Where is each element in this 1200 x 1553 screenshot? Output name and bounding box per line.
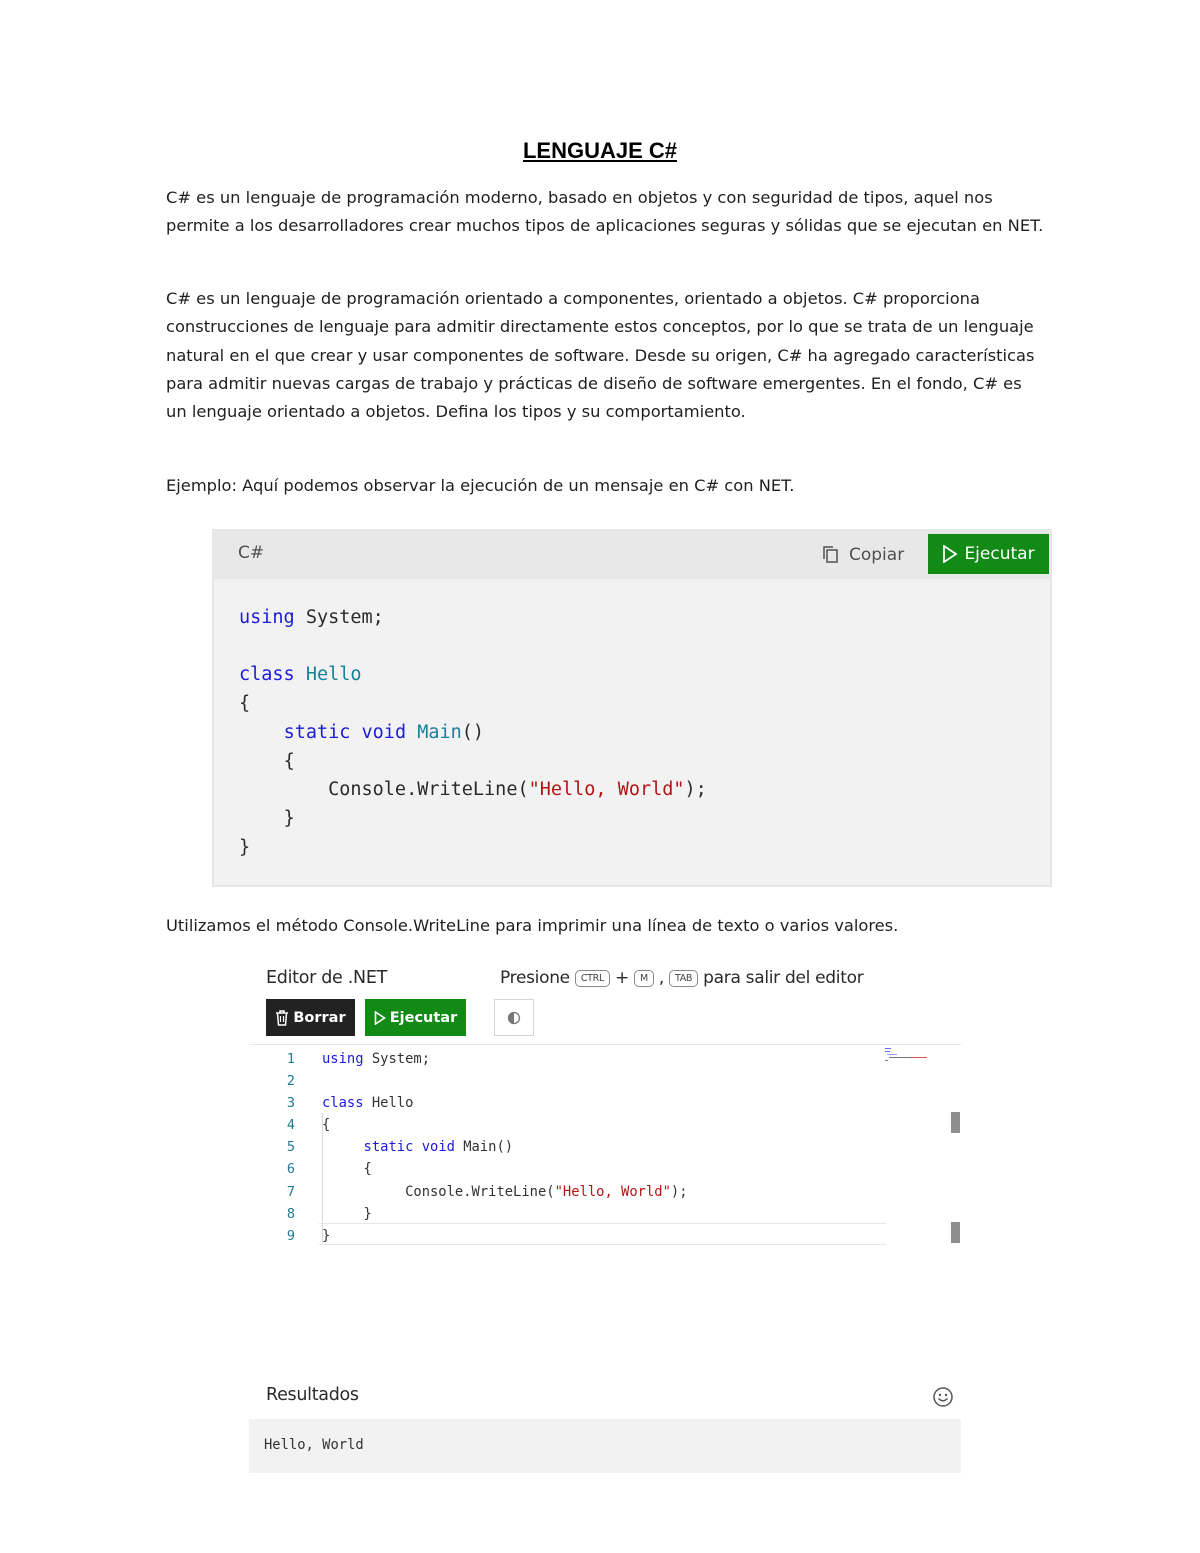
code-token: { (283, 750, 295, 772)
code-token: } (283, 807, 295, 829)
code-token: void (421, 1139, 455, 1156)
code-token: class (322, 1095, 364, 1112)
theme-toggle-button[interactable] (494, 999, 534, 1036)
method-paragraph: Utilizamos el método Console.WriteLine para imprimir una línea de texto o varios valores. (166, 916, 899, 935)
code-token: { (239, 693, 251, 715)
trash-icon (275, 1010, 289, 1026)
code-token: Console.WriteLine( (328, 779, 529, 801)
code-token: Console.WriteLine( (405, 1183, 555, 1200)
editor-run-button[interactable] (365, 999, 466, 1036)
code-token: { (322, 1117, 331, 1134)
code-token: Main (417, 721, 462, 743)
results-output: Hello, World (264, 1437, 364, 1453)
scrollbar-marker (951, 1222, 960, 1243)
code-token: () (461, 721, 485, 743)
ctrl-key: CTRL (575, 970, 610, 987)
play-icon (942, 545, 958, 563)
line-numbers: 1 2 3 4 5 6 7 8 9 (286, 1051, 295, 1244)
code-token: } (239, 836, 251, 858)
code-token: static (283, 721, 351, 743)
code-token: Main() (454, 1139, 514, 1156)
keyboard-hint (500, 968, 863, 988)
code-token: System; (294, 607, 384, 628)
example-paragraph: Ejemplo: Aquí podemos observar la ejecución de un mensaje en C# con NET. (166, 476, 795, 495)
editor-run-label: Ejecutar (389, 1009, 458, 1026)
code-token: static (363, 1139, 414, 1156)
code-token: Hello (305, 664, 362, 686)
copy-label: Copiar (849, 545, 905, 565)
key-comma: , (658, 968, 664, 988)
run-button[interactable] (928, 534, 1049, 574)
theme-icon (507, 1011, 521, 1025)
run-label: Ejecutar (964, 544, 1035, 564)
code-block (212, 529, 1052, 887)
exit-hint: para salir del editor (703, 968, 864, 988)
code-token: ); (684, 779, 707, 801)
m-key: M (634, 970, 654, 987)
clear-button[interactable] (266, 999, 355, 1036)
feedback-smiley-icon[interactable] (932, 1386, 954, 1408)
code-block-header (214, 531, 1050, 579)
code-token: } (322, 1227, 331, 1244)
scrollbar-thumb[interactable] (951, 1112, 960, 1133)
page-title: LENGUAJE C# (522, 138, 678, 163)
code-editor[interactable] (249, 1044, 961, 1259)
code-token: "Hello, World" (528, 779, 685, 801)
code-token: } (363, 1205, 372, 1222)
code-content (239, 604, 707, 862)
editor-minimap[interactable] (885, 1047, 931, 1063)
tab-key: TAB (669, 970, 698, 987)
editor-code (322, 1048, 688, 1247)
key-separator: + (614, 968, 629, 988)
code-token: void (361, 721, 407, 743)
code-token: "Hello, World" (554, 1183, 671, 1200)
code-token: using (322, 1051, 364, 1067)
code-token: Hello (363, 1095, 414, 1112)
code-language-label: C# (238, 543, 265, 563)
description-paragraph: C# es un lenguaje de programación orientado a componentes, orientado a objetos. C# proporciona construcciones de lenguaje para admitir directamente estos conceptos, por lo que se trata de un lenguaje natural en el que crear y usar componentes de software. Desde su origen, C# ha agregado características para admitir nuevas cargas de trabajo y prácticas de diseño de software emergentes. En el fondo, C# es un lenguaje orientado a objetos. Defina los tipos y su comportamiento. (166, 289, 1035, 422)
clear-label: Borrar (293, 1009, 346, 1026)
editor-title: Editor de .NET (266, 968, 387, 988)
results-output-box (249, 1419, 961, 1473)
code-token: System; (363, 1051, 430, 1067)
code-token: class (239, 664, 295, 686)
press-label: Presione (500, 968, 570, 988)
intro-paragraph: C# es un lenguaje de programación moderno, basado en objetos y con seguridad de tipos, aquel nos permite a los desarrolladores crear muchos tipos de aplicaciones seguras y sólidas que se ejecutan en NET. (166, 188, 1044, 236)
copy-button[interactable] (821, 539, 904, 571)
copy-icon (821, 545, 841, 565)
code-token: { (363, 1161, 372, 1178)
play-icon (374, 1011, 386, 1025)
code-token: ); (670, 1183, 688, 1200)
results-title: Resultados (266, 1385, 359, 1405)
code-token: using (239, 607, 295, 628)
